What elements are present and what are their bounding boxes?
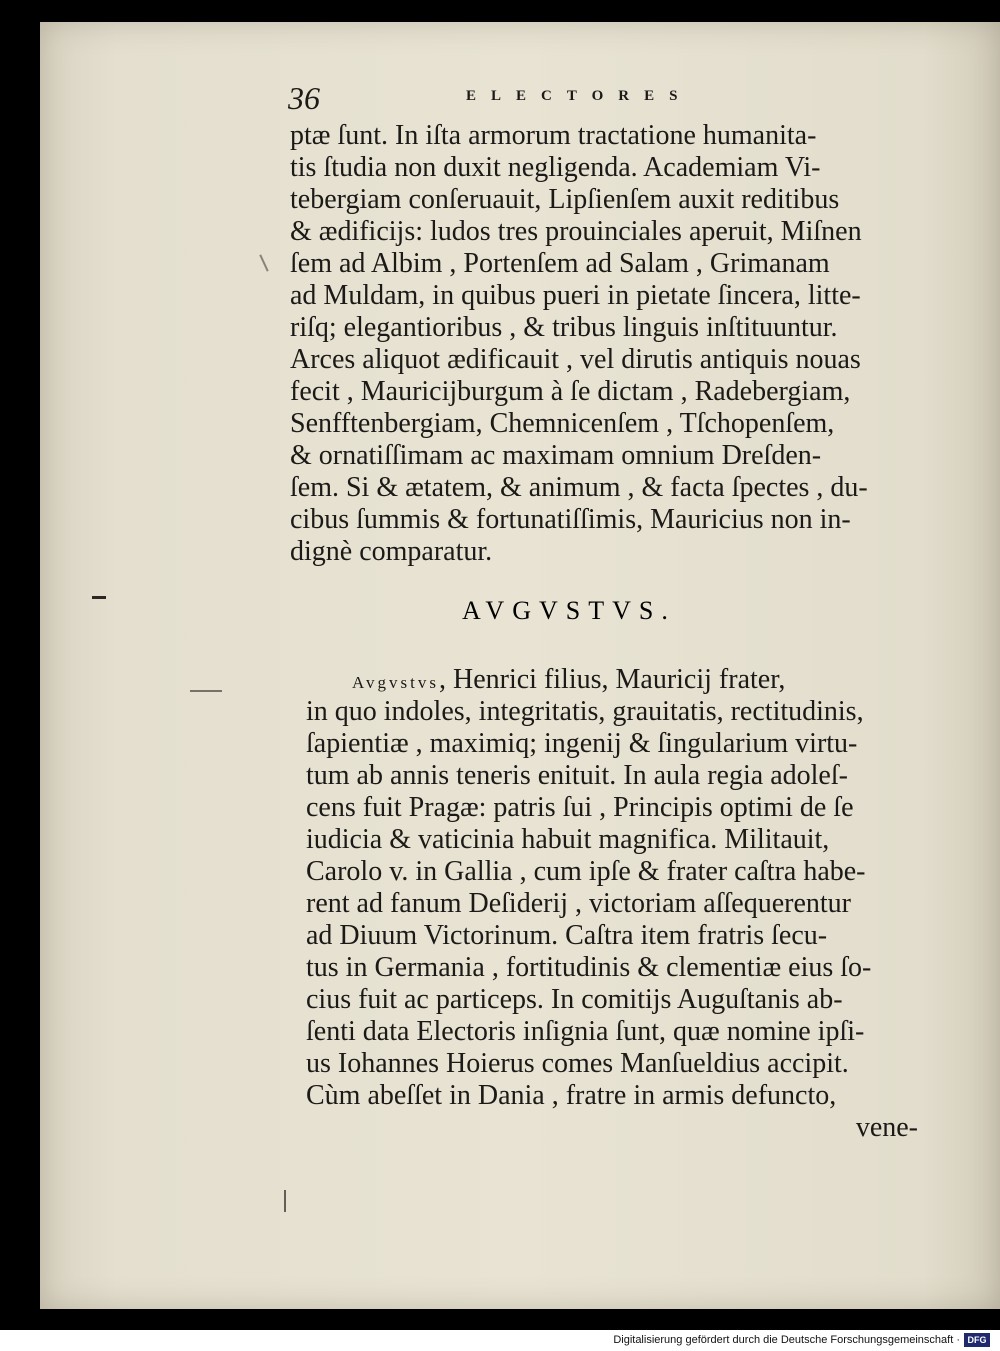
margin-mark — [284, 1190, 286, 1212]
text-line: in quo indoles, integritatis, grauitatis, rectitudinis, — [306, 696, 864, 727]
text-line: ſapientiæ , maximiq; ingenij & ſingularium virtu- — [306, 728, 858, 759]
text-line: tebergiam conſeruauit, Lipſienſem auxit reditibus — [290, 184, 840, 215]
text-line: & ornatiſſimam ac maximam omnium Dreſden- — [290, 440, 822, 471]
text-line: Senfftenbergiam, Chemnicenſem , Tſchopenſem, — [290, 408, 835, 439]
text-line: tis ſtudia non duxit negligenda. Academiam Vi- — [290, 152, 821, 183]
drop-name: Avgvstvs — [352, 673, 439, 692]
text-line: fecit , Mauricijburgum à ſe dictam , Radebergiam, — [290, 376, 851, 407]
text-line: ad Muldam, in quibus pueri in pietate ſincera, litte- — [290, 280, 861, 311]
text-line: dignè comparatur. — [290, 536, 493, 567]
text-line: ſenti data Electoris inſignia ſunt, quæ nomine ipſi- — [306, 1016, 865, 1047]
funding-credit: Digitalisierung gefördert durch die Deutsche Forschungsgemeinschaft · — [613, 1334, 960, 1346]
dfg-logo: DFG — [964, 1333, 990, 1347]
margin-mark — [190, 690, 222, 692]
text-line: ſem ad Albim , Portenſem ad Salam , Grimanam — [290, 248, 830, 279]
text-line: ad Diuum Victorinum. Caſtra item fratris ſecu- — [306, 920, 828, 951]
margin-mark — [92, 596, 106, 599]
text-line: iudicia & vaticinia habuit magnifica. Militauit, — [306, 824, 830, 855]
text-line: rent ad fanum Deſiderij , victoriam aſſequerentur — [306, 888, 852, 919]
section-heading: AVGVSTVS. — [462, 596, 676, 625]
text-line: riſq; elegantioribus , & tribus linguis inſtituuntur. — [290, 312, 838, 343]
text-line: us Iohannes Hoierus comes Manſueldius accipit. — [306, 1048, 849, 1079]
catchword: vene- — [855, 1112, 918, 1143]
text-line: cius fuit ac particeps. In comitijs Auguſtanis ab- — [306, 984, 843, 1015]
text-line: Arces aliquot ædificauit , vel dirutis antiquis nouas — [290, 344, 861, 375]
text-line: cibus ſummis & fortunatiſſimis, Mauricius non in- — [290, 504, 851, 535]
text-line: Carolo v. in Gallia , cum ipſe & frater caſtra habe- — [306, 856, 866, 887]
first-line-rest: , Henrici filius, Mauricij frater, — [438, 664, 786, 695]
text-line: Cùm abeſſet in Dania , fratre in armis defuncto, — [306, 1080, 837, 1111]
footer-bar — [0, 1330, 1000, 1351]
text-line: ptæ ſunt. In iſta armorum tractatione humanita- — [290, 120, 817, 151]
text-line: tum ab annis teneris enituit. In aula regia adoleſ- — [306, 760, 848, 791]
text-line: ſem. Si & ætatem, & animum , & facta ſpectes , du- — [290, 472, 868, 503]
text-line: tus in Germania , fortitudinis & clementiæ eius ſo- — [306, 952, 872, 983]
text-line: & ædificijs: ludos tres prouinciales aperuit, Miſnen — [290, 216, 862, 247]
text-line: cens fuit Pragæ: patris ſui , Principis optimi de ſe — [306, 792, 854, 823]
running-title: ELECTORES — [466, 88, 693, 104]
page-number: 36 — [288, 80, 320, 116]
text-line-first — [352, 664, 785, 699]
running-head — [288, 78, 748, 122]
